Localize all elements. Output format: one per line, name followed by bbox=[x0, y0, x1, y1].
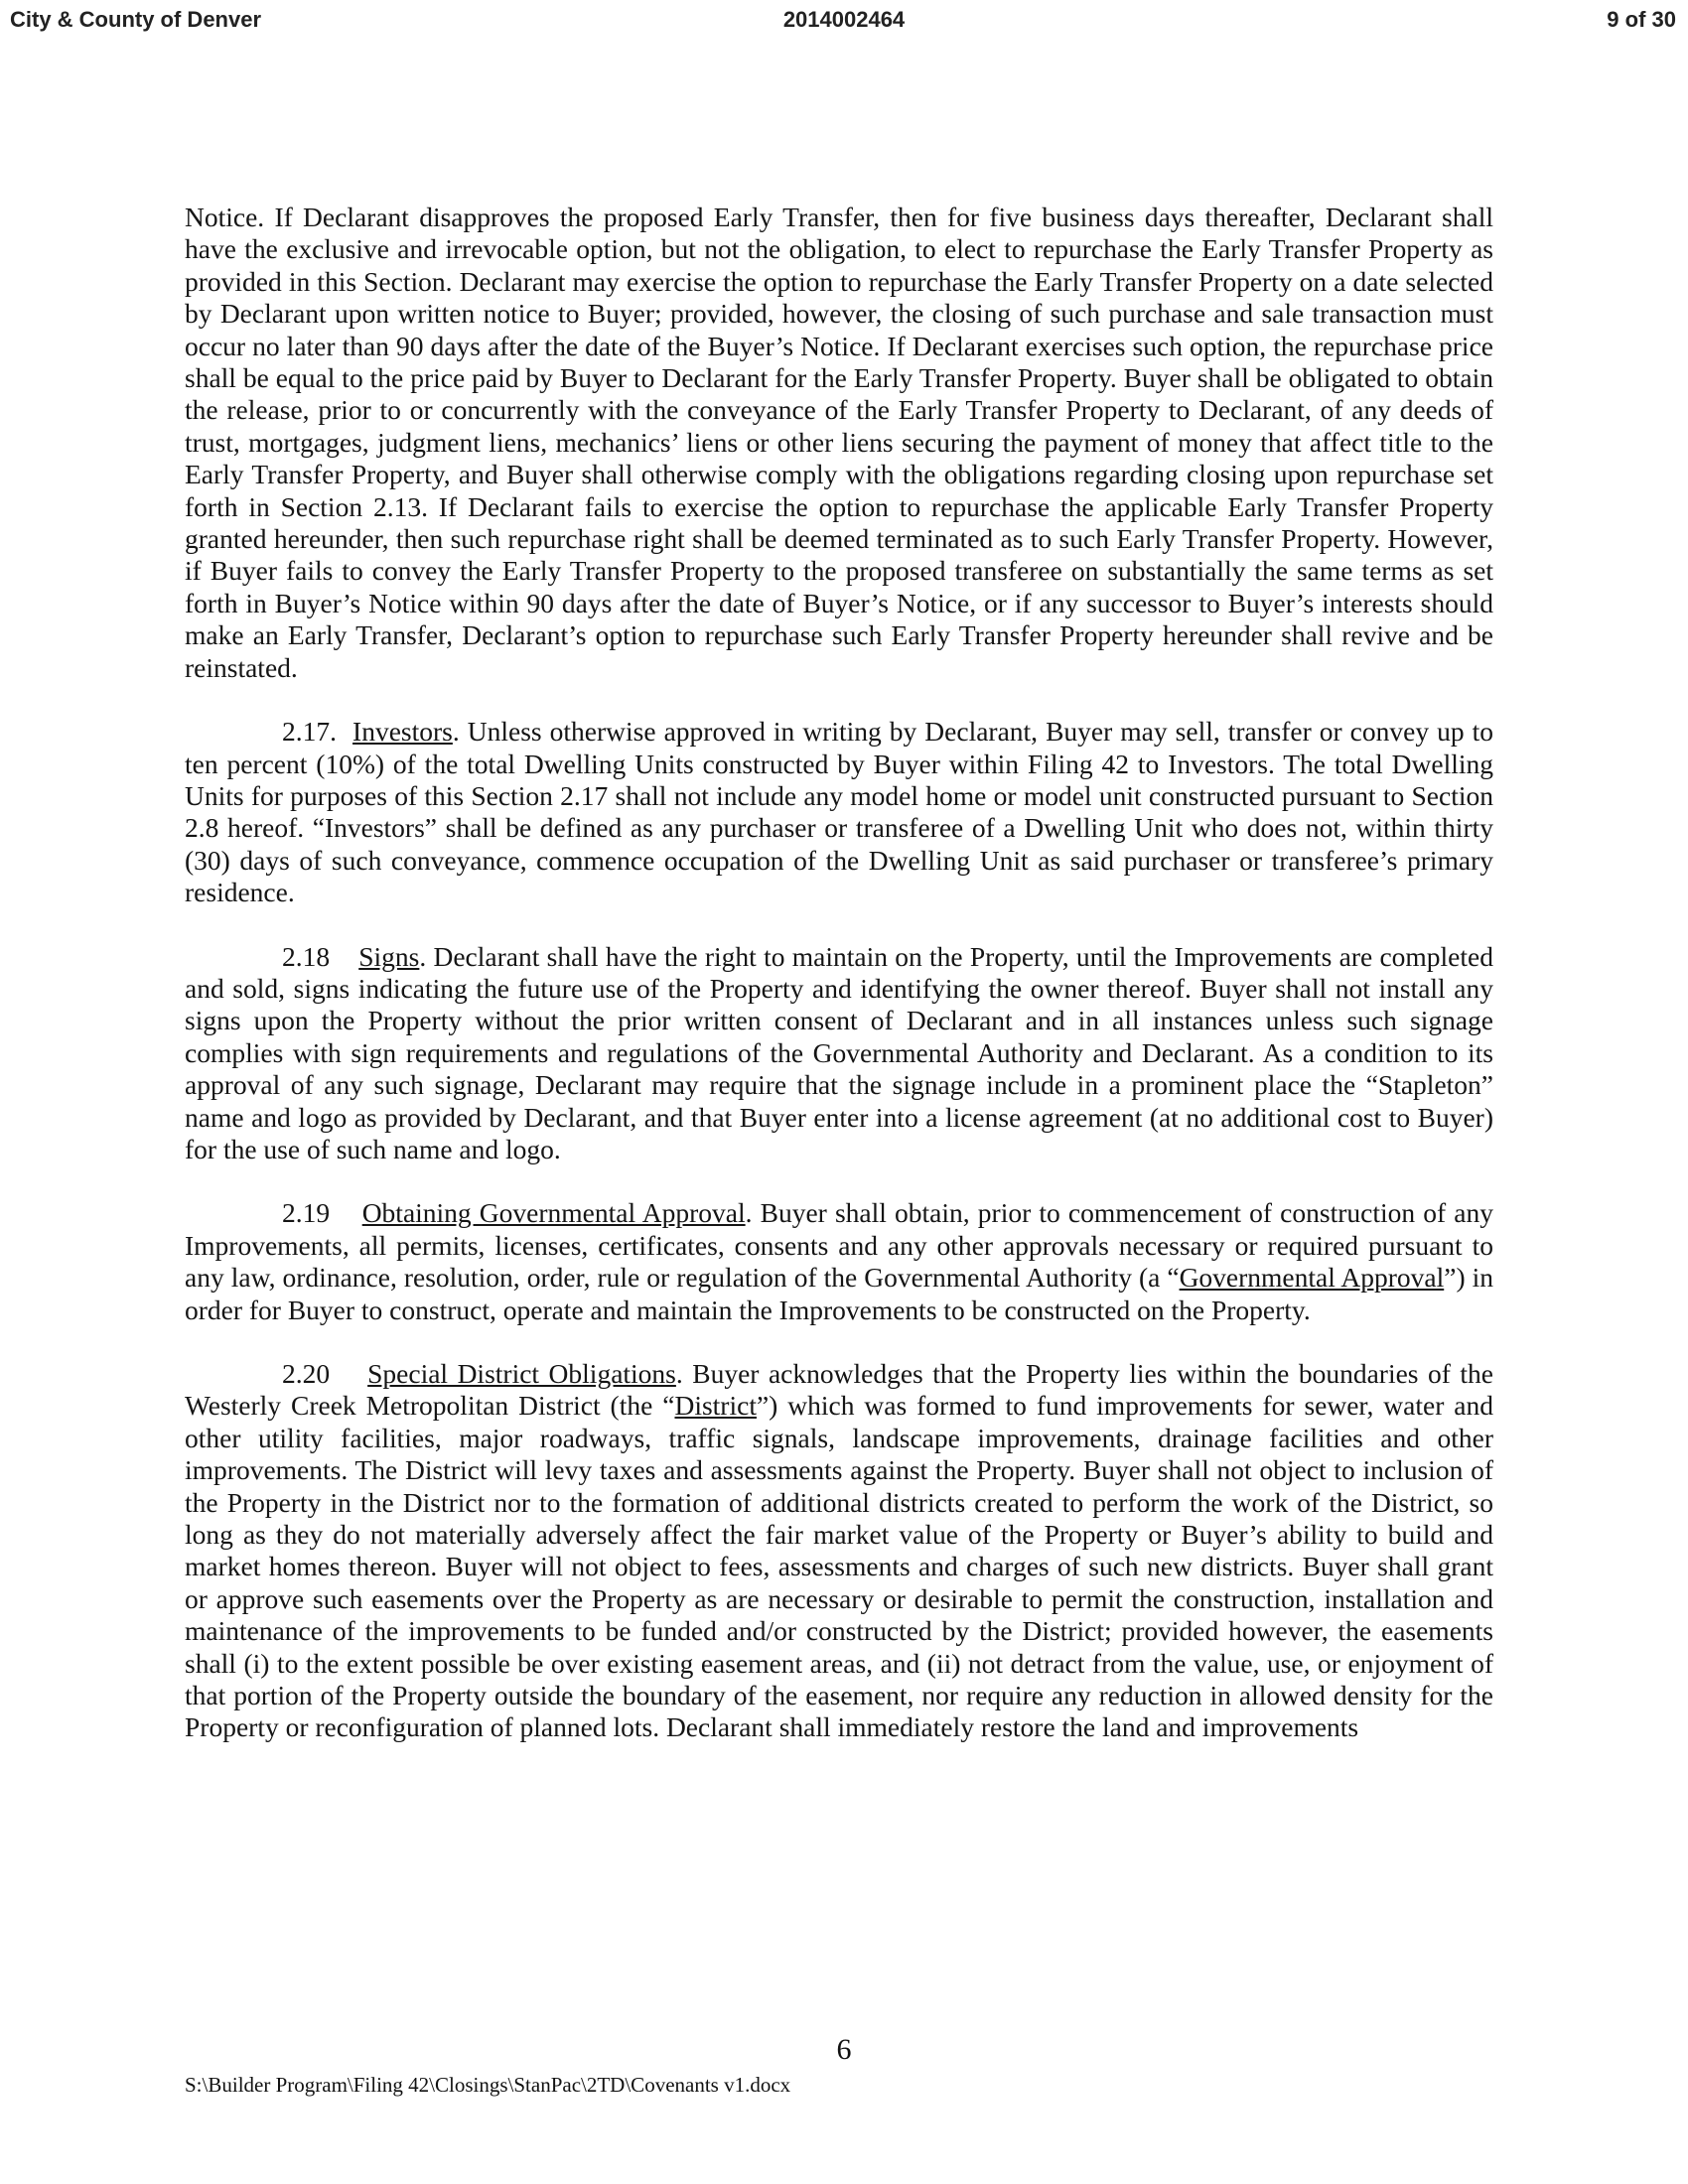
section-text: ”) which was formed to fund improvements for sewer, water and other utility facilities, major roadways, traffic signals, landscape improvements, drainage facilities and other improvements. The District will levy taxes and assessments against the Property. Buyer shall not object to inclusion of the Property in the District nor to the formation of additional districts created to perform the work of the District, so long as they do not materially adversely affect the fair market value of the Property or Buyer’s ability to build and market homes thereon. Buyer will not object to fees, assessments and charges of such new districts. Buyer shall grant or approve such easements over the Property as are necessary or desirable to permit the construction, installation and maintenance of the improvements to be funded and/or constructed by the District; provided however, the easements shall (i) to the extent possible be over existing easement areas, and (ii) not detract from the value, use, or enjoyment of that portion of the Property outside the boundary of the easement, nor require any reduction in allowed density for the Property or reconfiguration of planned lots. Declarant shall immediately restore the land and improvements bbox=[185, 1390, 1494, 1743]
section-title: Signs bbox=[358, 940, 420, 972]
section-2-19 bbox=[185, 1197, 1493, 1326]
header-county: City & County of Denver bbox=[10, 7, 262, 32]
recording-header bbox=[0, 0, 1688, 40]
defined-term: Governmental Approval bbox=[1179, 1262, 1445, 1294]
defined-term: District bbox=[674, 1390, 757, 1422]
section-2-20 bbox=[185, 1358, 1493, 1744]
file-path-footer: S:\Builder Program\Filing 42\Closings\StanPac\2TD\Covenants v1.docx bbox=[185, 2073, 791, 2097]
section-number: 2.19 bbox=[282, 1197, 331, 1229]
section-text: . Buyer shall obtain, prior to commencement of construction of any Improvements, all permits, licenses, certificates, consents and any other approvals necessary or required pursuant to any law, ordinance, resolution, order, rule or regulation of the Governmental Authority (a “ bbox=[185, 1197, 1494, 1294]
header-reception-number: 2014002464 bbox=[782, 7, 906, 32]
page-number: 6 bbox=[836, 2033, 852, 2066]
section-text: . Declarant shall have the right to maintain on the Property, until the Improvements are completed and sold, signs indicating the future use of the Property and identifying the owner thereof. Buyer shall not install any signs upon the Property without the prior written consent of Declarant and in all instances unless such signage complies with sign requirements and regulations of the Governmental Authority and Declarant. As a condition to its approval of any such signage, Declarant may require that the signage include in a prominent place the “Stapleton” name and logo as provided by Declarant, and that Buyer enter into a license agreement (at no additional cost to Buyer) for the use of such name and logo. bbox=[185, 940, 1493, 1164]
section-2-17 bbox=[185, 716, 1493, 908]
section-number: 2.17. bbox=[282, 716, 337, 748]
section-text: ”) in order for Buyer to construct, operate and maintain the Improvements to be constructed on the Property. bbox=[185, 1262, 1493, 1325]
header-page-count: 9 of 30 bbox=[1607, 7, 1676, 32]
paragraph-continuation: Notice. If Declarant disapproves the proposed Early Transfer, then for five business days thereafter, Declarant shall have the exclusive and irrevocable option, but not the obligation, to elect to repurchase the Early Transfer Property as provided in this Section. Declarant may exercise the option to repurchase the Early Transfer Property on a date selected by Declarant upon written notice to Buyer; provided, however, the closing of such purchase and sale transaction must occur no later than 90 days after the date of the Buyer’s Notice. If Declarant exercises such option, the repurchase price shall be equal to the price paid by Buyer to Declarant for the Early Transfer Property. Buyer shall be obligated to obtain the release, prior to or concurrently with the conveyance of the Early Transfer Property to Declarant, of any deeds of trust, mortgages, judgment liens, mechanics’ liens or other liens securing the payment of money that affect title to the Early Transfer Property, and Buyer shall otherwise comply with the obligations regarding closing upon repurchase set forth in Section 2.13. If Declarant fails to exercise the option to repurchase the applicable Early Transfer Property granted hereunder, then such repurchase right shall be deemed terminated as to such Early Transfer Property. However, if Buyer fails to convey the Early Transfer Property to the proposed transferee on substantially the same terms as set forth in Buyer’s Notice within 90 days after the date of Buyer’s Notice, or if any successor to Buyer’s interests should make an Early Transfer, Declarant’s option to repurchase such Early Transfer Property hereunder shall revive and be reinstated. bbox=[185, 202, 1493, 683]
section-number: 2.18 bbox=[282, 940, 331, 972]
section-title: Investors bbox=[352, 716, 453, 748]
section-text: . Unless otherwise approved in writing by Declarant, Buyer may sell, transfer or convey up to ten percent (10%) of the total Dwelling Units constructed by Buyer within Filing 42 to Investors. The total Dwelling Units for purposes of this Section 2.17 shall not include any model home or model unit constructed pursuant to Section 2.8 hereof. “Investors” shall be defined as any purchaser or transferee of a Dwelling Unit who does not, within thirty (30) days of such conveyance, commence occupation of the Dwelling Unit as said purchaser or transferee’s primary residence. bbox=[185, 716, 1494, 908]
section-number: 2.20 bbox=[282, 1358, 331, 1389]
section-2-18 bbox=[185, 941, 1493, 1166]
section-title: Obtaining Governmental Approval bbox=[361, 1197, 746, 1229]
section-title: Special District Obligations bbox=[367, 1358, 676, 1389]
document-body bbox=[185, 202, 1493, 1776]
section-text: . Buyer acknowledges that the Property lies within the boundaries of the Westerly Creek Metropolitan District (the “ bbox=[185, 1358, 1493, 1422]
